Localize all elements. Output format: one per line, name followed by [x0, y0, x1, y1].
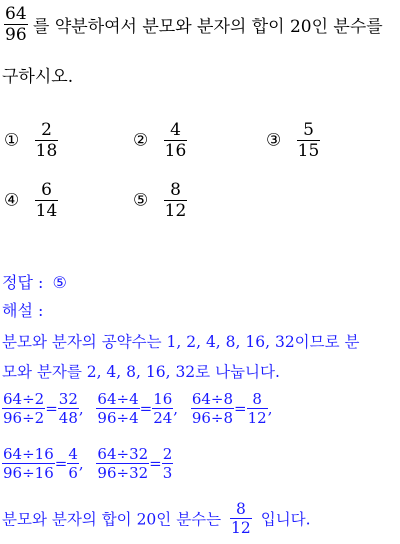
step-3-lhs [191, 390, 234, 427]
step-5-lhs [96, 445, 149, 482]
choice-5-mark: ⑤ [133, 190, 149, 211]
choice-3[interactable] [266, 120, 320, 161]
step-1-denominator: 96÷2 [3, 409, 45, 427]
choice-1-mark: ① [4, 130, 20, 151]
question-fraction-denominator: 96 [5, 25, 27, 45]
step-4-rhs [67, 445, 79, 482]
step-5-result-denominator: 3 [162, 464, 173, 482]
conclusion-text-post: 입니다. [260, 510, 311, 529]
explanation-conclusion [2, 500, 311, 537]
step-2-denominator: 96÷4 [97, 409, 139, 427]
choice-2-numerator: 4 [170, 120, 181, 140]
step-3-result-denominator: 12 [247, 409, 267, 427]
conclusion-text-pre: 분모와 분자의 합이 20인 분수는 [2, 510, 222, 529]
step-1-result-numerator: 32 [58, 390, 78, 408]
choice-5-denominator: 12 [164, 201, 187, 221]
step-5-result-numerator: 2 [162, 445, 173, 463]
conclusion-numerator: 8 [235, 500, 246, 518]
explanation-steps-row1: $\frac{64\div 2}{96\div 2}$ = $\frac{32}{48}$ , $\frac{64\div 4}{96\div 4}$ = $\frac{16}{24}$ , $\frac{64\div 8}{96\div 8}$ = $\frac{8}{12}$ , [3, 390, 273, 427]
choice-2[interactable] [133, 120, 187, 161]
step-2-result-numerator: 16 [153, 390, 173, 408]
step-4-denominator: 96÷16 [3, 464, 54, 482]
step-1-result-denominator: 48 [58, 409, 78, 427]
choice-5[interactable] [133, 180, 187, 221]
step-3-result-numerator: 8 [252, 390, 262, 408]
choice-2-denominator: 16 [164, 141, 187, 161]
answer [2, 270, 67, 293]
choice-4-mark: ④ [4, 190, 20, 211]
question-line-1 [4, 4, 383, 45]
step-1-numerator: 64÷2 [3, 390, 45, 408]
step-2-numerator: 64÷4 [97, 390, 139, 408]
step-5-denominator: 96÷32 [97, 464, 149, 482]
step-3-denominator: 96÷8 [191, 409, 234, 427]
choice-3-numerator: 5 [303, 120, 314, 140]
choice-3-fraction [297, 120, 321, 161]
answer-value: ⑤ [52, 273, 67, 292]
step-3-numerator: 64÷8 [191, 390, 234, 408]
step-5-rhs [162, 445, 174, 482]
explanation-label: 해설 : [2, 301, 44, 320]
step-3-rhs [247, 390, 268, 427]
step-1-lhs [2, 390, 45, 427]
step-1-rhs [58, 390, 79, 427]
choice-1-numerator: 2 [41, 120, 52, 140]
question-fraction [4, 4, 28, 45]
step-4-lhs [2, 445, 55, 482]
choice-2-mark: ② [133, 130, 149, 151]
choice-3-mark: ③ [266, 130, 282, 151]
choice-2-fraction [164, 120, 188, 161]
choice-5-numerator: 8 [170, 180, 181, 200]
conclusion-denominator: 12 [231, 519, 251, 537]
choice-4-fraction [35, 180, 59, 221]
step-2-rhs [152, 390, 173, 427]
step-2-lhs [96, 390, 139, 427]
answer-label: 정답 : [2, 273, 44, 292]
choice-1[interactable] [4, 120, 58, 161]
choice-5-fraction [164, 180, 188, 221]
explanation-line2: 모와 분자를 2, 4, 8, 16, 32로 나눕니다. [2, 363, 280, 381]
conclusion-fraction [230, 500, 252, 537]
explanation-steps-row2: $\frac{64\div 16}{96\div 16}$ = $\frac{4}{6}$ , $\frac{64\div 32}{96\div 32}$ = $\frac{2}{3}$ [3, 445, 173, 482]
question-text-line1: 를 약분하여서 분모와 분자의 합이 20인 분수를 [33, 17, 383, 37]
choice-1-denominator: 18 [35, 141, 58, 161]
question-fraction-numerator: 64 [5, 4, 27, 24]
question-text-line2: 구하시오. [2, 67, 74, 87]
choice-4-numerator: 6 [41, 180, 52, 200]
step-2-result-denominator: 24 [153, 409, 173, 427]
step-4-result-numerator: 4 [68, 445, 78, 463]
step-4-result-denominator: 6 [68, 464, 78, 482]
step-5-numerator: 64÷32 [97, 445, 149, 463]
step-4-numerator: 64÷16 [3, 445, 54, 463]
choice-1-fraction [35, 120, 59, 161]
choice-3-denominator: 15 [297, 141, 320, 161]
choice-4-denominator: 14 [35, 201, 58, 221]
explanation-line1: 분모와 분자의 공약수는 1, 2, 4, 8, 16, 32이므로 분 [2, 333, 360, 351]
choice-4[interactable] [4, 180, 58, 221]
